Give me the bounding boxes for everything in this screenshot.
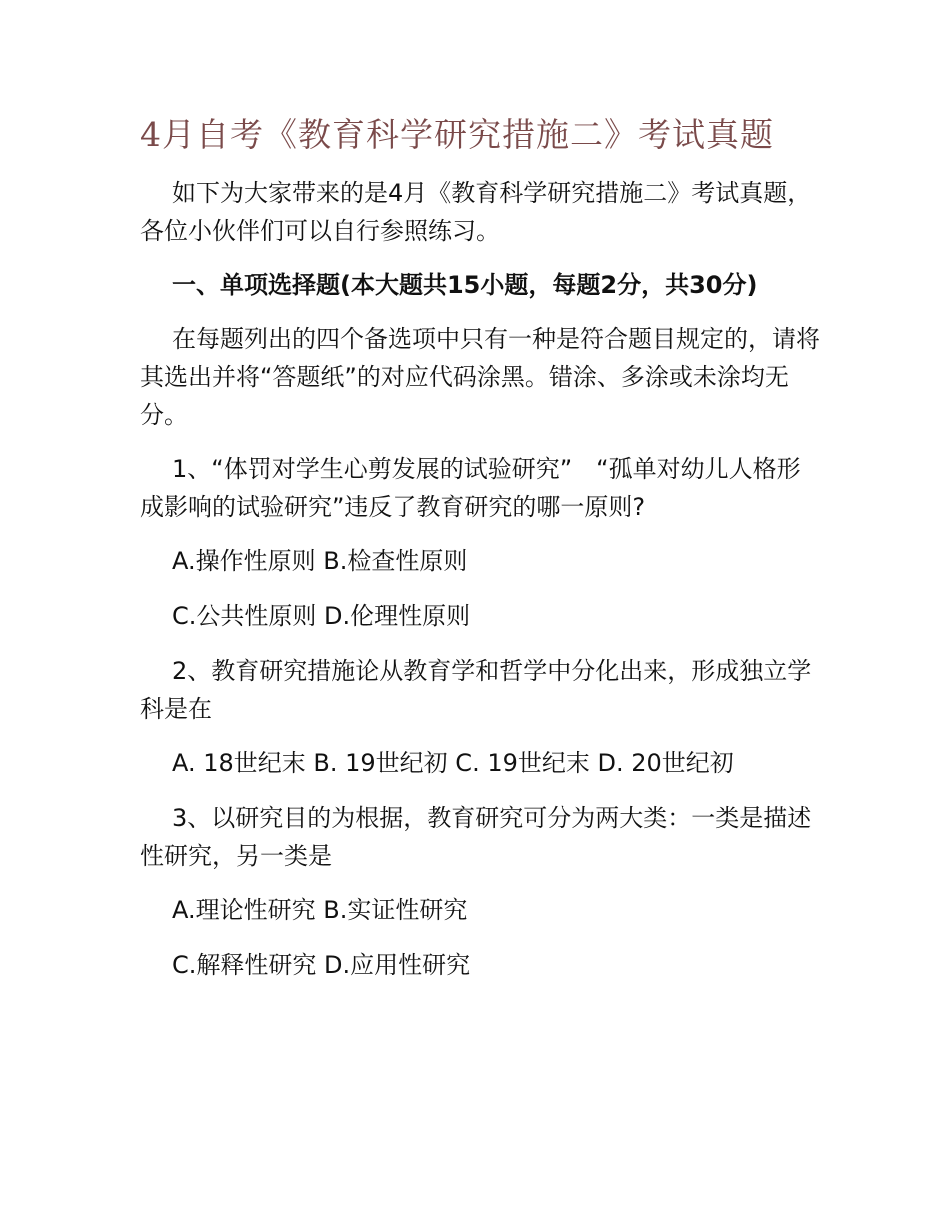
document-title: 4月自考《教育科学研究措施二》考试真题	[140, 115, 774, 154]
question-1	[140, 450, 820, 635]
document-page	[140, 110, 820, 1001]
question-options-line: A. 18世纪末 B. 19世纪初 C. 19世纪末 D. 20世纪初	[172, 749, 734, 777]
question-options-line: A.理论性研究 B.实证性研究	[172, 896, 468, 924]
instructions-paragraph: 在每题列出的四个备选项中只有一种是符合题目规定的，请将其选出并将“答题纸”的对应代码涂黑。错涂、多涂或未涂均无分。	[140, 325, 820, 429]
section-heading: 一、单项选择题(本大题共15小题，每题2分，共30分)	[172, 271, 758, 299]
intro-paragraph: 如下为大家带来的是4月《教育科学研究措施二》考试真题，各位小伙伴们可以自行参照练习。	[140, 179, 812, 245]
question-text: 2、教育研究措施论从教育学和哲学中分化出来，形成独立学科是在	[140, 657, 812, 723]
question-text: 3、以研究目的为根据，教育研究可分为两大类：一类是描述性研究，另一类是	[140, 804, 812, 870]
question-2	[140, 652, 820, 782]
question-options-line: C.解释性研究 D.应用性研究	[172, 951, 471, 979]
question-options-line: C.公共性原则 D.伦理性原则	[172, 602, 471, 630]
question-text: 1、“体罚对学生心剪发展的试验研究” “孤单对幼儿人格形成影响的试验研究”违反了教育研究的哪一原则?	[140, 455, 801, 521]
question-options-line: A.操作性原则 B.检查性原则	[172, 547, 468, 575]
question-3	[140, 799, 820, 984]
